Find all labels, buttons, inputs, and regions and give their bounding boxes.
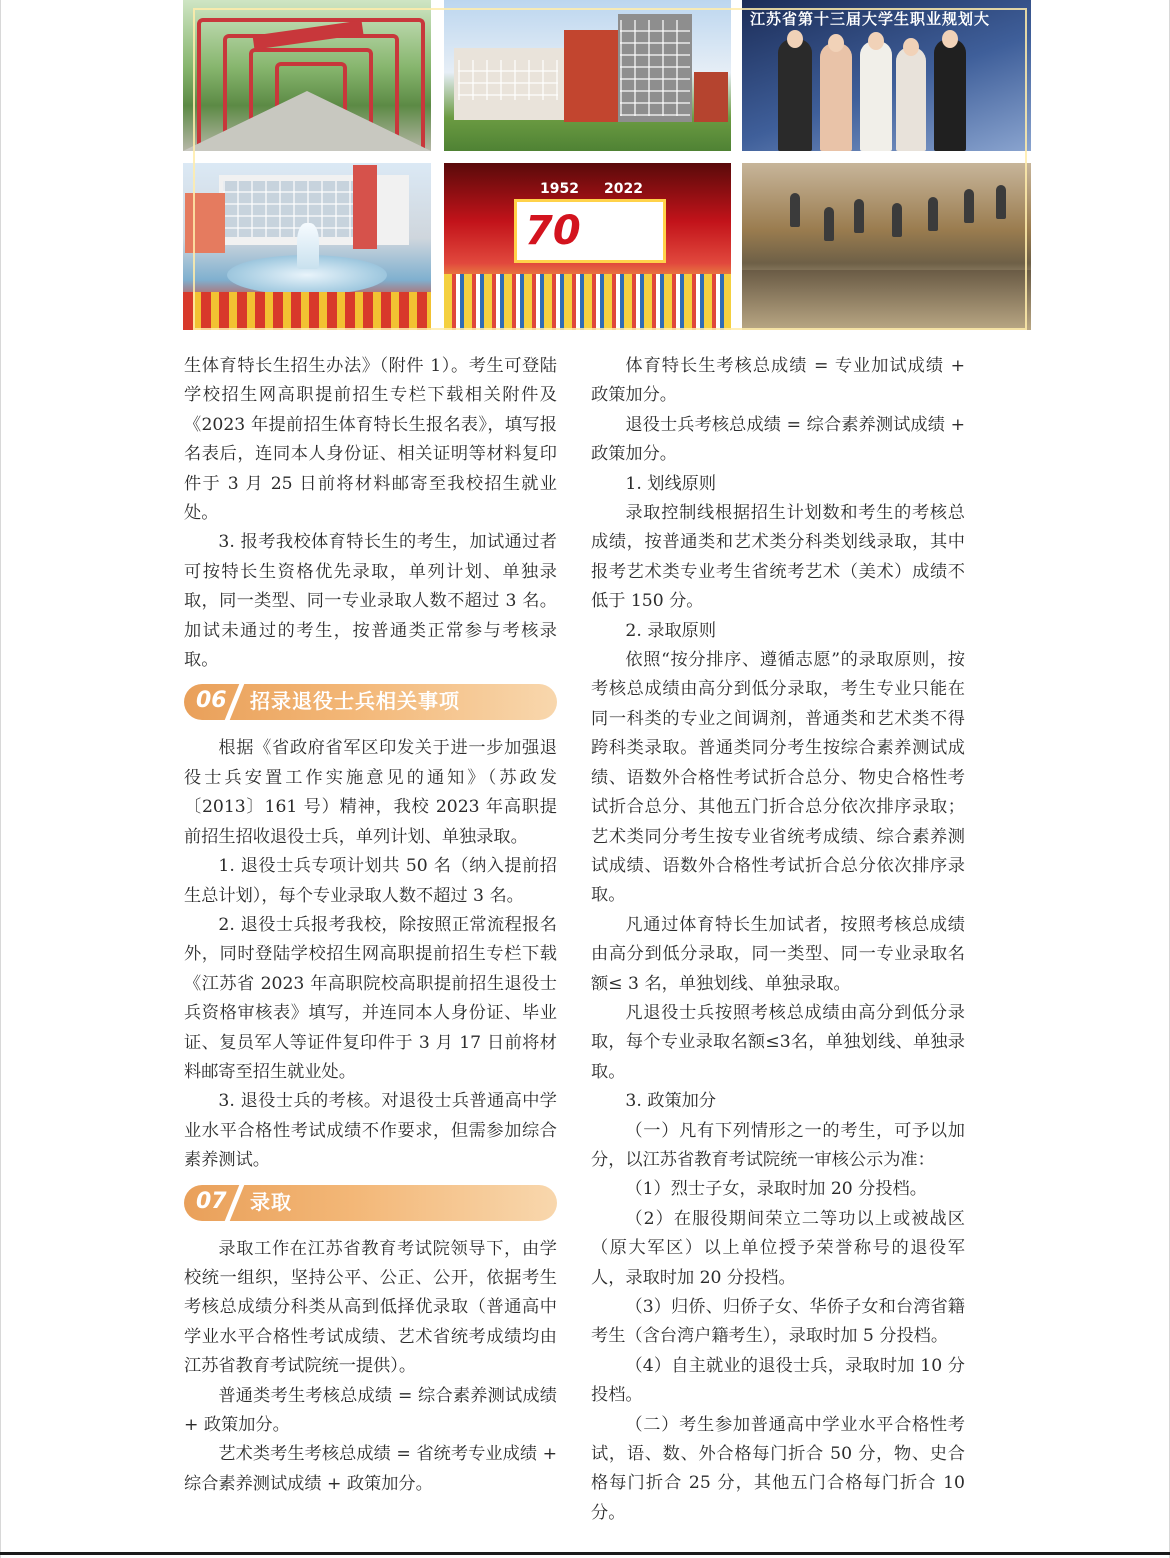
left-para-5: 2. 退役士兵报考我校，除按照正常流程报名外，同时登陆学校招生网高职提前招生专栏下载《江苏省 2023 年高职院校高职提前招生退役士兵资格审核表》填写，并连同本人身份证、毕业证、复员军人等证件复印件于 3 月 17 日前将材料邮寄至招生就业处。 — [184, 914, 557, 1082]
section-number: 07 — [196, 1188, 227, 1214]
right-para-8: （1）烈士子女，录取时加 20 分投档。 — [625, 1179, 927, 1200]
section-header-06 — [184, 684, 557, 720]
left-para-1: 生体育特长生招生办法》（附件 1）。考生可登陆学校招生网高职提前招生专栏下载相关附件及《2023 年提前招生体育特长生报名表》，填写报名表后，连同本人身份证、相关证明等材料复印件于 3 月 25 日前将材料邮寄至我校招生就业处。 — [184, 356, 557, 524]
left-para-6: 3. 退役士兵的考核。对退役士兵普通高中学业水平合格性考试成绩不作要求，但需参加综合素养测试。 — [184, 1091, 557, 1171]
right-para-12: （二）考生参加普通高中学业水平合格性考试，语、数、外合格每门折合 50 分，物、史合格每门折合 25 分，其他五门合格每门折合 10 分。 — [591, 1414, 965, 1523]
award-ceremony-photo — [742, 0, 1031, 151]
campus-arch-photo — [183, 0, 431, 151]
section-title: 招录退役士兵相关事项 — [250, 689, 460, 714]
bottom-rule — [0, 1552, 1170, 1555]
campus-building-photo — [444, 0, 731, 151]
right-para-10: （3）归侨、归侨子女、华侨子女和台湾省籍考生（含台湾户籍考生），录取时加 5 分投档。 — [591, 1297, 965, 1347]
left-para-4: 1. 退役士兵专项计划共 50 名（纳入提前招生总计划），每个专业录取人数不超过 3 名。 — [184, 856, 557, 906]
right-para-3: 录取控制线根据招生计划数和考生的考核总成绩，按普通类和艺术类分科类划线录取，其中报考艺术类专业考生省统考艺术（美术）成绩不低于 150 分。 — [591, 503, 965, 612]
left-para-7: 录取工作在江苏省教育考试院领导下，由学校统一组织，坚持公平、公正、公开，依据考生考核总成绩分科类从高到低择优录取（普通高中学业水平合格性考试成绩、艺术省统考成绩均由江苏省教育考试院统一提供）。 — [184, 1238, 557, 1377]
anniversary-stage-photo — [444, 163, 731, 330]
section-number: 06 — [196, 688, 227, 714]
left-para-2: 3. 报考我校体育特长生的考生，加试通过者可按特长生资格优先录取，单列计划、单独录取，同一类型、同一专业录取人数不超过 3 名。加试未通过的考生，按普通类正常参与考核录取。 — [184, 532, 557, 671]
right-para-4: 依照“按分排序、遵循志愿”的录取原则，按考核总成绩由高分到低分录取，考生专业只能在同一科类的专业之间调剂，普通类和艺术类不得跨科类录取。普通类同分考生按综合素养测试成绩、语数外合格性考试折合总分、物史合格性考试折合总分、其他五门折合总分依次排序录取；艺术类同分考生按专业省统考成绩、综合素养测试成绩、语数外合格性考试折合总分依次排序录取。 — [591, 650, 965, 906]
photo-collage — [183, 0, 1031, 330]
section-header-07 — [184, 1185, 557, 1221]
right-column — [591, 352, 965, 1528]
lakeside-stepping-stones-photo — [742, 163, 1031, 330]
right-para-5: 凡通过体育特长生加试者，按照考核总成绩由高分到低分录取，同一类型、同一专业录取名额≤ 3 名，单独划线、单独录取。 — [591, 914, 965, 994]
left-para-9: 艺术类考生考核总成绩 = 省统考专业成绩 + 综合素养测试成绩 + 政策加分。 — [184, 1444, 557, 1494]
year-1952: 1952 — [540, 181, 579, 197]
subheading-1: 1. 划线原则 — [625, 473, 717, 494]
section-title: 录取 — [250, 1189, 292, 1214]
left-para-8: 普通类考生考核总成绩 = 综合素养测试成绩 + 政策加分。 — [184, 1385, 557, 1435]
right-para-9: （2）在服役期间荣立二等功以上或被战区（原大军区）以上单位授予荣誉称号的退役军人，录取时加 20 分投档。 — [591, 1208, 965, 1288]
right-para-6: 凡退役士兵按照考核总成绩由高分到低分录取，每个专业录取名额≤3名，单独划线、单独录取。 — [591, 1002, 965, 1082]
right-para-1: 体育特长生考核总成绩 = 专业加试成绩 + 政策加分。 — [591, 356, 965, 406]
subheading-2: 2. 录取原则 — [625, 620, 717, 641]
right-para-11: （4）自主就业的退役士兵，录取时加 10 分投档。 — [591, 1355, 965, 1406]
award-banner-text: 江苏省第十三届大学生职业规划大 — [750, 10, 991, 28]
seventy-anniversary-number: 70 — [525, 208, 581, 254]
subheading-3: 3. 政策加分 — [625, 1091, 717, 1112]
left-column — [184, 352, 557, 1499]
year-2022: 2022 — [604, 181, 643, 197]
right-para-2: 退役士兵考核总成绩 = 综合素养测试成绩 + 政策加分。 — [591, 414, 965, 465]
left-para-3: 根据《省政府省军区印发关于进一步加强退役士兵安置工作实施意见的通知》（苏政发〔2013〕161 号）精神，我校 2023 年高职提前招生招收退役士兵，单列计划、单独录取。 — [184, 738, 557, 847]
fountain-photo — [183, 163, 431, 330]
right-para-7: （一）凡有下列情形之一的考生，可予以加分，以江苏省教育考试院统一审核公示为准： — [591, 1120, 965, 1170]
